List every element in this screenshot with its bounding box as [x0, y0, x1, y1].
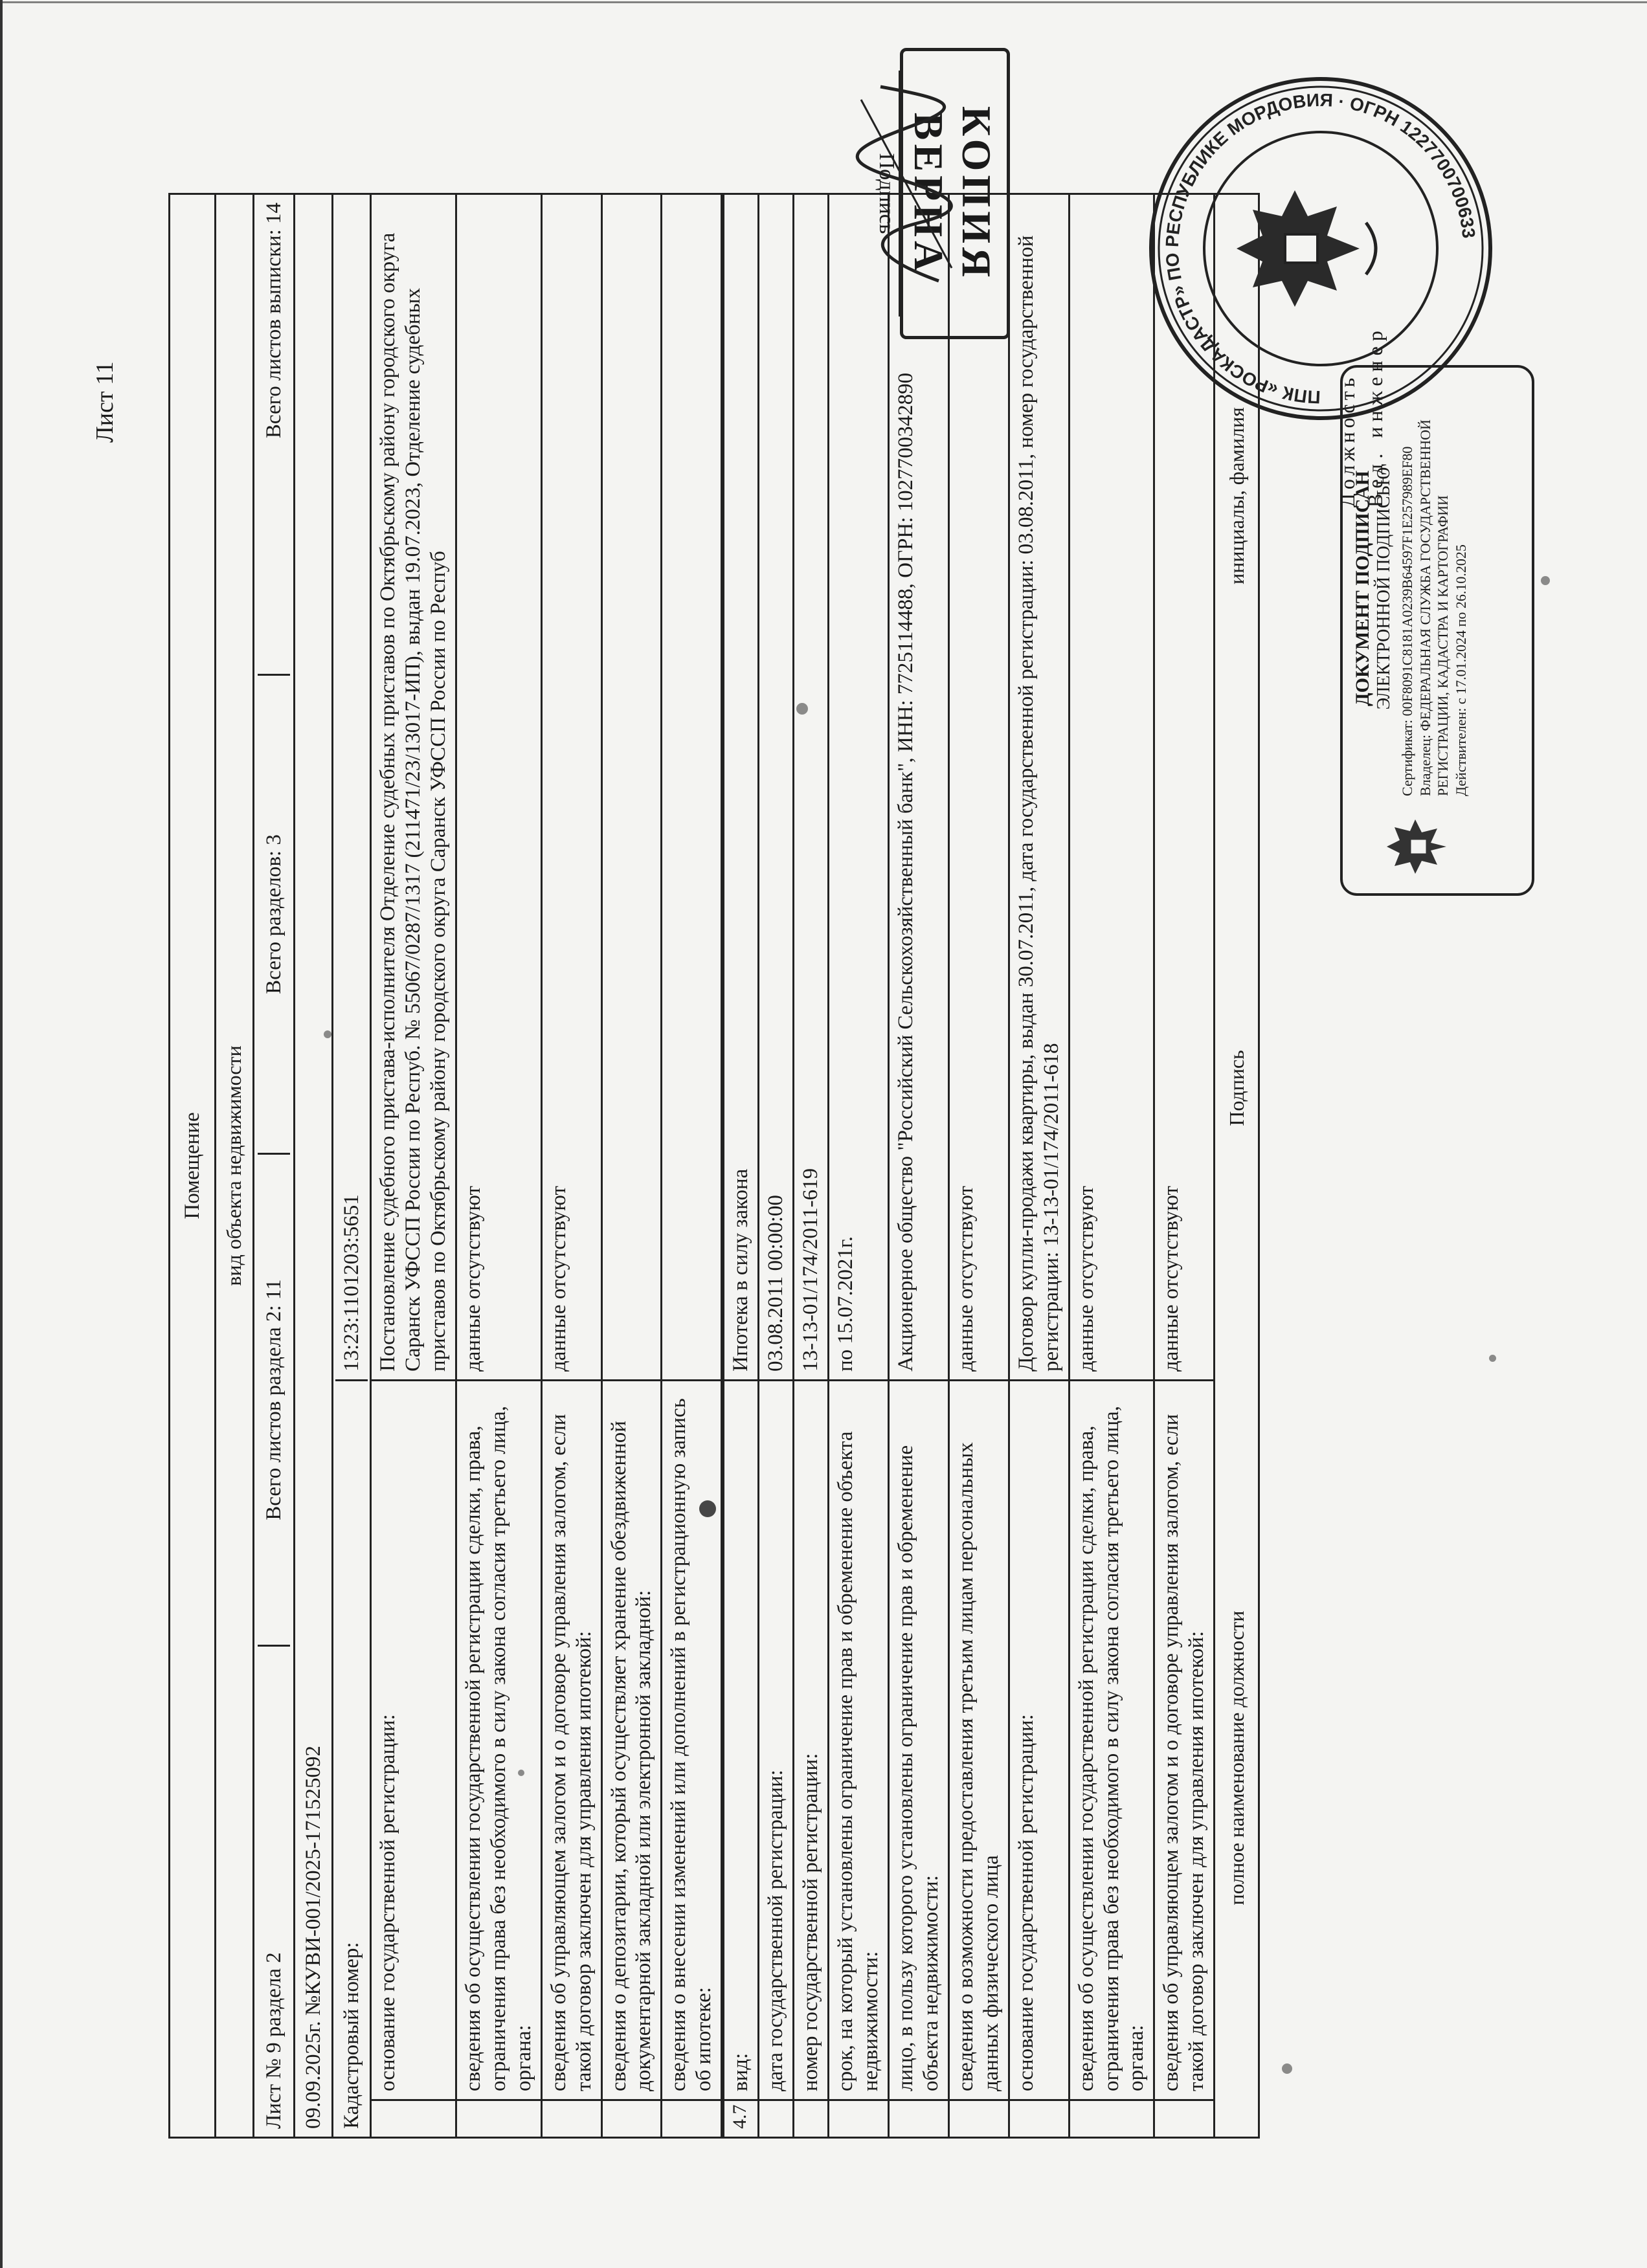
esig-subtitle: ЭЛЕКТРОННОЙ ПОДПИСЬЮ [1374, 467, 1394, 710]
scan-speck [1489, 1355, 1496, 1362]
coat-of-arms-icon [1382, 814, 1453, 879]
field-label: сведения об управляющем залогом и о договоре управления залогом, если такой договор заключен для управления ипотекой: [543, 1379, 601, 2099]
row-number [662, 2099, 721, 2137]
field-value: 13-13-01/174/2011-619 [799, 1168, 823, 1372]
field-label: сведения о внесении изменений или дополнений в регистрационную запись об ипотеке: [662, 1379, 721, 2099]
object-type-row [168, 195, 214, 2137]
cadastral-value: 13:23:1101203:5651 [339, 1194, 363, 1372]
field-label: сведения об осуществлении государственной регистрации сделки, права, ограничения права без необходимого в силу закона согласия третьего лица, органа: [457, 1379, 541, 2099]
field-label: лицо, в пользу которого установлены ограничение прав и обременение объекта недвижимости: [890, 1379, 948, 2099]
scan-speck [518, 1770, 524, 1776]
field-value: данные отсутствуют [954, 1186, 978, 1372]
field-label: сведения о возможности предоставления третьим лицам персональных данных физического лица [950, 1379, 1008, 2099]
signature-label: Подпись [1224, 1050, 1248, 1126]
copy-correct-text: КОПИЯ ВЕРНА [906, 106, 1000, 282]
field-value [662, 195, 721, 1379]
field-label: основание государственной регистрации: [372, 1379, 455, 2099]
table-row [723, 195, 757, 2137]
row-number [950, 2099, 1008, 2137]
field-label: сведения о депозитарии, который осуществляет хранение обездвиженной документарной закладной или электронной закладной: [603, 1379, 661, 2099]
field-label: дата государственной регистрации: [759, 1379, 792, 2099]
row-number [603, 2099, 661, 2137]
row-number [372, 2099, 455, 2137]
row-number [829, 2099, 888, 2137]
certifier-position: Должность [1336, 373, 1359, 507]
row-number [1155, 2099, 1213, 2137]
table-row [660, 195, 721, 2137]
field-value [603, 195, 661, 1379]
table-row [792, 195, 827, 2137]
table-row [601, 195, 661, 2137]
row-number [1070, 2099, 1154, 2137]
field-value: по 15.07.2021г. [834, 1236, 858, 1372]
esig-title: ДОКУМЕНТ ПОДПИСАН [1352, 471, 1373, 706]
row-number [759, 2099, 792, 2137]
table-row [1008, 195, 1068, 2137]
sheet-info-row [252, 195, 293, 2137]
field-value: Акционерное общество "Российский Сельскохозяйственный банк", ИНН: 7725114488, ОГРН: 1027700342890 [893, 372, 917, 1372]
total-sheets-section: Всего листов раздела 2: 11 [258, 1153, 291, 1645]
field-label: основание государственной регистрации: [1010, 1379, 1068, 2099]
registration-group [370, 195, 721, 2137]
handwritten-signature [842, 74, 971, 294]
field-label: сведения об управляющем залогом и о договоре управления залогом, если такой договор заключен для управления ипотекой: [1155, 1379, 1213, 2099]
field-label: вид: [724, 1379, 757, 2099]
round-seal-icon [1139, 67, 1502, 430]
row-number [457, 2099, 541, 2137]
table-row [757, 195, 792, 2137]
extract-id: 09.09.2025г. №КУВИ-001/2025-171525092 [301, 1745, 325, 2129]
table-row [541, 195, 601, 2137]
scan-speck [1282, 2063, 1292, 2074]
field-value: данные отсутствуют [461, 1186, 485, 1372]
field-value: данные отсутствуют [1160, 1186, 1183, 1372]
object-type-caption: вид объекта недвижимости [222, 1045, 246, 1286]
object-type-caption-row [214, 195, 252, 2137]
scan-speck [796, 703, 808, 715]
field-value: данные отсутствуют [546, 1186, 570, 1372]
object-type-value: Помещение [180, 1112, 204, 1219]
extract-id-row [293, 195, 331, 2137]
certifier-title: Вед. инженер [1363, 326, 1387, 507]
row-number [1010, 2099, 1068, 2137]
table-row [888, 195, 948, 2137]
row-number: 4.7 [724, 2099, 757, 2137]
copy-correct-signature-caption: Подпись [874, 71, 901, 317]
table-row [370, 195, 455, 2137]
round-seal-text: ППК «РОСКАДАСТР» ПО РЕСПУБЛИКЕ МОРДОВИЯ · ОГРН 1227700700633 [1161, 89, 1479, 408]
total-sheets-extract: Всего листов выписки: 14 [262, 203, 286, 439]
cadastral-label: Кадастровый номер: [335, 1379, 368, 2137]
position-label: полное наименование должности [1224, 1610, 1248, 1906]
field-value: Договор купли-продажи квартиры, выдан 30.07.2011, дата государственной регистрации: 03.08.2011, номер государственной регистрации: 13-13-01/174/2011-618 [1014, 235, 1063, 1372]
sheet-label: Лист 11 [91, 361, 118, 443]
initials-label: инициалы, фамилия [1224, 407, 1248, 584]
table-row [827, 195, 888, 2137]
field-label: срок, на который установлены ограничение прав и обременение объекта недвижимости: [829, 1379, 888, 2099]
esig-owner: Владелец: ФЕДЕРАЛЬНАЯ СЛУЖБА ГОСУДАРСТВЕННОЙ РЕГИСТРАЦИИ, КАДАСТРА И КАРТОГРАФИИ [1417, 419, 1451, 796]
table-row [948, 195, 1008, 2137]
row-number [794, 2099, 827, 2137]
scan-speck [699, 1500, 716, 1517]
row-number [543, 2099, 601, 2137]
cadastral-row [331, 195, 370, 2137]
field-value: 03.08.2011 00:00:00 [764, 1195, 788, 1372]
field-value: данные отсутствуют [1074, 1186, 1098, 1372]
sheet-of-section: Лист № 9 раздела 2 [258, 1645, 291, 2137]
table-row [1153, 195, 1213, 2137]
footer-row [1213, 195, 1258, 2137]
total-sections: Всего разделов: 3 [258, 674, 291, 1153]
esig-valid: Действителен: с 17.01.2024 по 26.10.2025 [1452, 544, 1469, 796]
table-row [455, 195, 541, 2137]
field-label: сведения об осуществлении государственной регистрации сделки, права, ограничения права без необходимого в силу закона согласия третьего лица, органа: [1070, 1379, 1154, 2099]
field-value: Постановление судебного пристава-исполнителя Отделение судебных приставов по Октябрьскому району городского округа Саранск УФССП России по Респуб. № 55067/0287/1317 (211471/23/13017-ИП), выдан 19.07.2023, Отделение судебных приставов по Октябрьскому району городского округа Саранск УФССП России по Респуб [376, 232, 450, 1372]
scan-speck [324, 1030, 331, 1038]
esig-certificate: Сертификат: 00F8091C8181A0239B64597F1E257989EF80 [1399, 446, 1415, 796]
scan-speck [1541, 576, 1550, 585]
mortgage-group [721, 195, 1213, 2137]
extract-table [168, 193, 1260, 2139]
field-label: номер государственной регистрации: [794, 1379, 827, 2099]
field-value: Ипотека в силу закона [729, 1168, 753, 1372]
table-row [1068, 195, 1154, 2137]
row-number [890, 2099, 948, 2137]
